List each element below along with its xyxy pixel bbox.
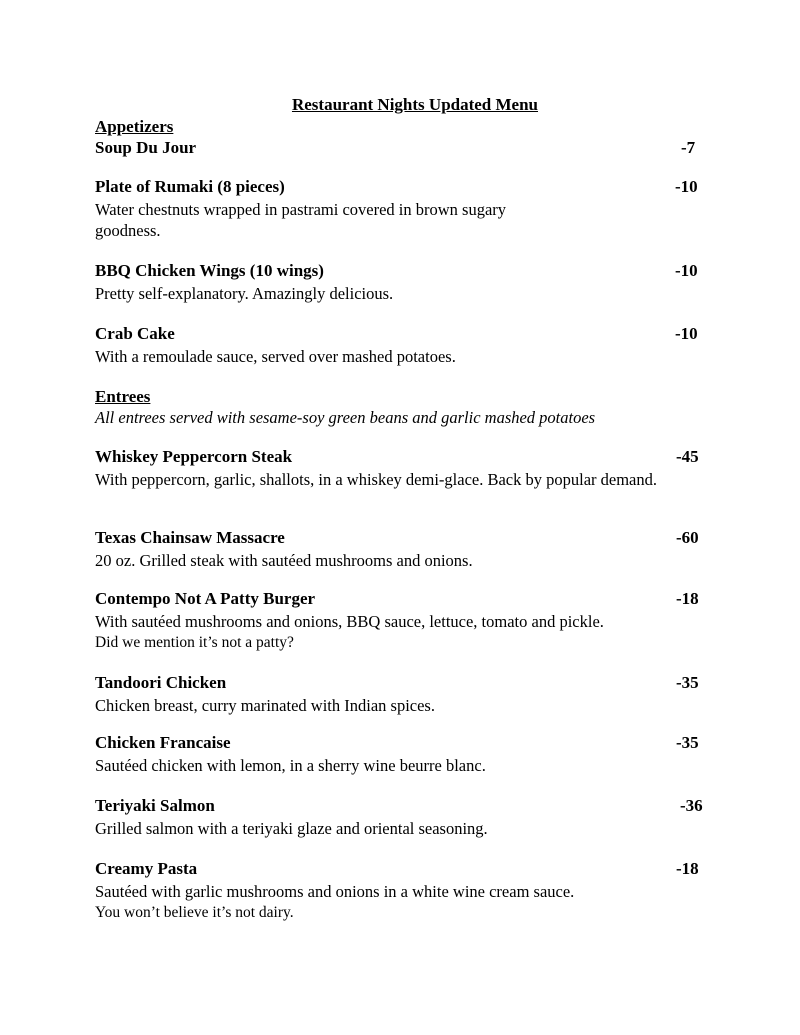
item-name: Whiskey Peppercorn Steak: [95, 447, 293, 466]
item-price: -45: [676, 447, 699, 466]
item-description: Chicken breast, curry marinated with Indian spices.: [95, 696, 435, 715]
appetizers-heading: Appetizers: [95, 117, 174, 136]
item-description: Water chestnuts wrapped in pastrami covered in brown sugary goodness.: [95, 200, 507, 240]
item-description: Grilled salmon with a teriyaki glaze and oriental seasoning.: [95, 819, 488, 838]
menu-item-chicken-francaise: [95, 733, 715, 776]
item-price: -10: [675, 177, 698, 196]
item-name: Teriyaki Salmon: [95, 796, 215, 815]
item-price: -35: [676, 733, 699, 752]
item-price: -7: [681, 138, 696, 157]
menu-item-whiskey-steak: [95, 447, 715, 490]
item-price: -60: [676, 528, 699, 547]
item-description: 20 oz. Grilled steak with sautéed mushrooms and onions.: [95, 551, 473, 570]
item-name: Creamy Pasta: [95, 859, 198, 878]
item-description: With sautéed mushrooms and onions, BBQ sauce, lettuce, tomato and pickle.: [95, 612, 604, 631]
item-price: -35: [676, 673, 699, 692]
item-name: Plate of Rumaki (8 pieces): [95, 177, 285, 196]
item-price: -10: [675, 324, 698, 343]
item-price: -18: [676, 859, 699, 878]
entrees-heading: Entrees: [95, 387, 151, 406]
item-name: Soup Du Jour: [95, 138, 197, 157]
item-price: -36: [680, 796, 703, 815]
item-description: With a remoulade sauce, served over mashed potatoes.: [95, 347, 456, 366]
item-price: -10: [675, 261, 698, 280]
item-description: Sautéed with garlic mushrooms and onions in a white wine cream sauce.: [95, 882, 575, 901]
item-name: Crab Cake: [95, 324, 175, 343]
menu-item-teriyaki-salmon: [95, 796, 715, 839]
item-description: With peppercorn, garlic, shallots, in a whiskey demi-glace. Back by popular demand.: [95, 470, 657, 489]
item-description: Sautéed chicken with lemon, in a sherry wine beurre blanc.: [95, 756, 486, 775]
menu-item-soup-du-jour: [95, 138, 715, 160]
item-description: Pretty self-explanatory. Amazingly delicious.: [95, 284, 394, 303]
menu-item-tandoori-chicken: [95, 673, 715, 716]
menu-item-crab-cake: [95, 324, 715, 367]
menu-item-creamy-pasta: [95, 859, 715, 923]
menu-item-rumaki: [95, 177, 715, 241]
item-name: Texas Chainsaw Massacre: [95, 528, 285, 547]
item-name: Tandoori Chicken: [95, 673, 227, 692]
item-description-extra: You won’t believe it’s not dairy.: [95, 904, 294, 921]
item-price: -18: [676, 589, 699, 608]
menu-item-patty-burger: [95, 589, 715, 653]
item-name: Contempo Not A Patty Burger: [95, 589, 316, 608]
entrees-note: All entrees served with sesame-soy green beans and garlic mashed potatoes: [95, 408, 596, 427]
menu-item-bbq-wings: [95, 261, 715, 304]
item-description-extra: Did we mention it’s not a patty?: [95, 634, 294, 651]
item-name: Chicken Francaise: [95, 733, 231, 752]
item-name: BBQ Chicken Wings (10 wings): [95, 261, 324, 280]
menu-title: Restaurant Nights Updated Menu: [291, 95, 539, 114]
menu-item-texas-chainsaw: [95, 528, 715, 571]
